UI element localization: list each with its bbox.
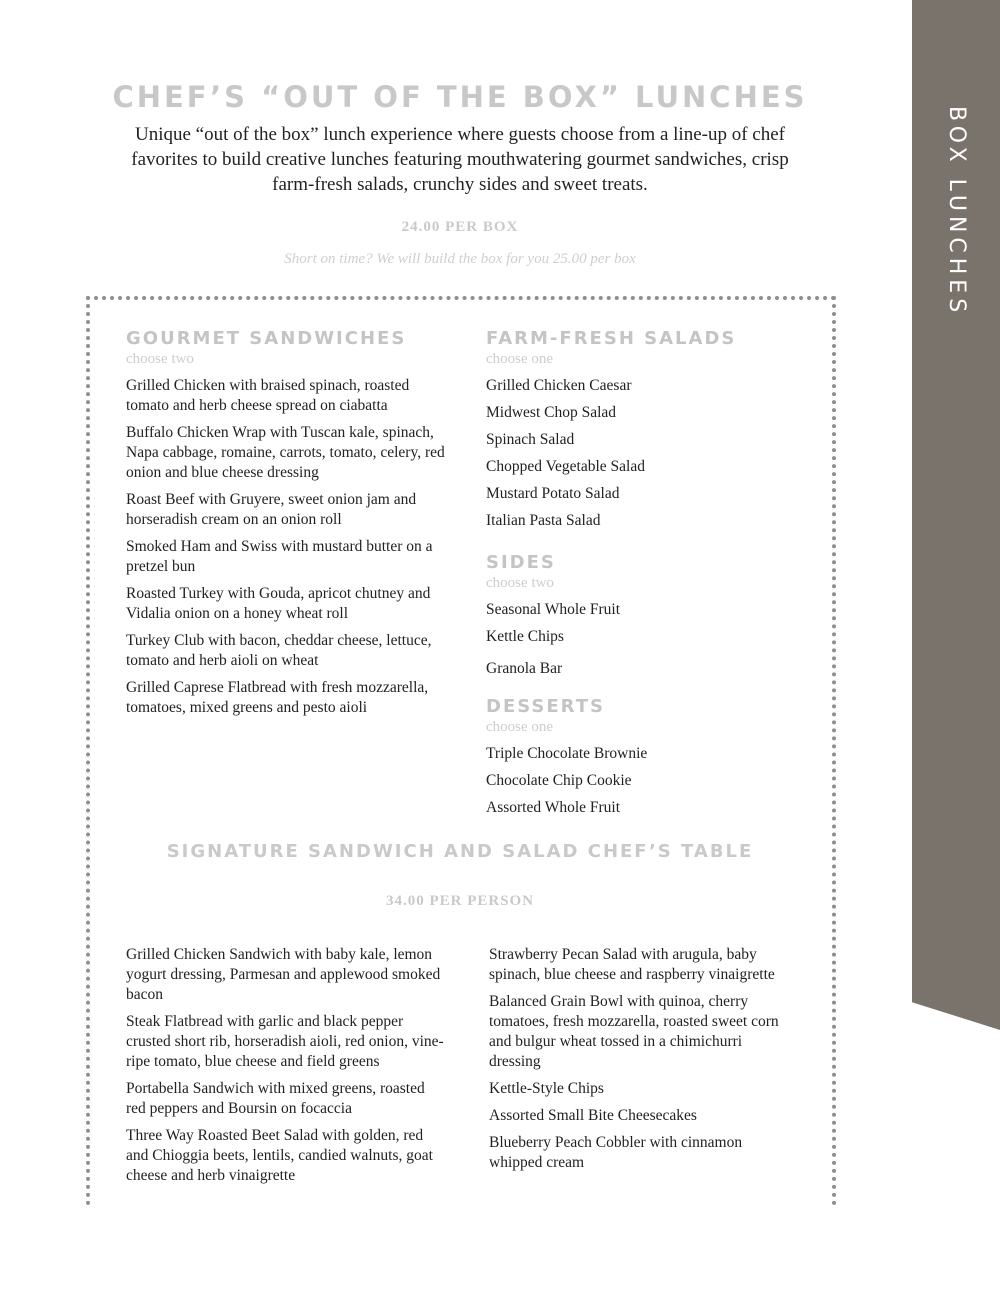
section-subtitle: choose one — [486, 351, 554, 367]
menu-item: Midwest Chop Salad — [486, 404, 617, 421]
menu-item: Spinach Salad — [486, 431, 575, 448]
page-title: CHEF’S “OUT OF THE BOX” LUNCHES — [112, 80, 808, 114]
section-title: SIDES — [486, 552, 556, 573]
menu-item: Three Way Roasted Beet Salad with golden, red and Chioggia beets, lentils, candied walnuts, goat cheese and herb vinaigrette — [126, 1127, 433, 1184]
salads-section — [486, 328, 806, 538]
menu-item: Chopped Vegetable Salad — [486, 458, 645, 475]
build-note: Short on time? We will build the box for you 25.00 per box — [284, 251, 636, 267]
menu-item: Assorted Small Bite Cheesecakes — [489, 1107, 697, 1124]
menu-item: Mustard Potato Salad — [486, 485, 620, 502]
menu-item: Turkey Club with bacon, cheddar cheese, lettuce, tomato and herb aioli on wheat — [126, 632, 432, 669]
menu-item: Buffalo Chicken Wrap with Tuscan kale, spinach, Napa cabbage, romaine, carrots, tomato, celery, red onion and blue cheese dressing — [126, 424, 445, 481]
menu-item: Kettle-Style Chips — [489, 1080, 604, 1097]
side-tab-label: BOX LUNCHES — [944, 106, 969, 318]
menu-item: Roast Beef with Gruyere, sweet onion jam and horseradish cream on an onion roll — [126, 491, 417, 528]
signature-price: 34.00 PER PERSON — [385, 893, 535, 909]
menu-item: Smoked Ham and Swiss with mustard butter on a pretzel bun — [126, 538, 433, 575]
menu-item: Balanced Grain Bowl with quinoa, cherry tomatoes, fresh mozzarella, roasted sweet corn and bulgur wheat tossed in a chimichurri dressing — [489, 993, 779, 1070]
menu-item: Roasted Turkey with Gouda, apricot chutney and Vidalia onion on a honey wheat roll — [126, 585, 431, 622]
sandwiches-section — [126, 328, 446, 725]
menu-item: Strawberry Pecan Salad with arugula, baby spinach, blue cheese and raspberry vinaigrette — [489, 946, 775, 983]
menu-item: Italian Pasta Salad — [486, 512, 601, 529]
menu-item: Grilled Chicken Sandwich with baby kale, lemon yogurt dressing, Parmesan and applewood smoked bacon — [126, 946, 441, 1003]
section-title: DESSERTS — [486, 696, 605, 717]
section-subtitle: choose one — [486, 719, 554, 735]
menu-item: Kettle Chips — [486, 628, 564, 645]
signature-right-column — [489, 945, 794, 1180]
signature-left-column — [126, 945, 446, 1193]
menu-item: Seasonal Whole Fruit — [486, 601, 621, 618]
menu-item: Chocolate Chip Cookie — [486, 772, 632, 789]
section-title: FARM-FRESH SALADS — [486, 328, 737, 349]
menu-item: Blueberry Peach Cobbler with cinnamon whipped cream — [489, 1134, 743, 1171]
menu-item: Grilled Chicken Caesar — [486, 377, 632, 394]
menu-item: Assorted Whole Fruit — [486, 799, 621, 816]
section-subtitle: choose two — [126, 351, 194, 367]
signature-title: SIGNATURE SANDWICH AND SALAD CHEF’S TABLE — [166, 841, 754, 862]
menu-item: Grilled Chicken with braised spinach, roasted tomato and herb cheese spread on ciabatta — [126, 377, 410, 414]
sides-section — [486, 552, 806, 686]
intro-text: Unique “out of the box” lunch experience where guests choose from a line-up of chef favorites to build creative lunches featuring mouthwatering gourmet sandwiches, crisp farm-fresh salads, crunchy sides and sweet treats. — [131, 124, 789, 195]
menu-item: Triple Chocolate Brownie — [486, 745, 648, 762]
menu-item: Steak Flatbread with garlic and black pepper crusted short rib, horseradish aioli, red onion, vine-ripe tomato, blue cheese and field greens — [126, 1013, 444, 1070]
desserts-section — [486, 696, 806, 825]
section-subtitle: choose two — [486, 575, 554, 591]
box-price: 24.00 PER BOX — [401, 219, 519, 235]
section-title: GOURMET SANDWICHES — [126, 328, 407, 349]
menu-item: Portabella Sandwich with mixed greens, roasted red peppers and Boursin on focaccia — [126, 1080, 425, 1117]
menu-item: Grilled Caprese Flatbread with fresh mozzarella, tomatoes, mixed greens and pesto aioli — [126, 679, 429, 716]
menu-item: Granola Bar — [486, 660, 563, 677]
